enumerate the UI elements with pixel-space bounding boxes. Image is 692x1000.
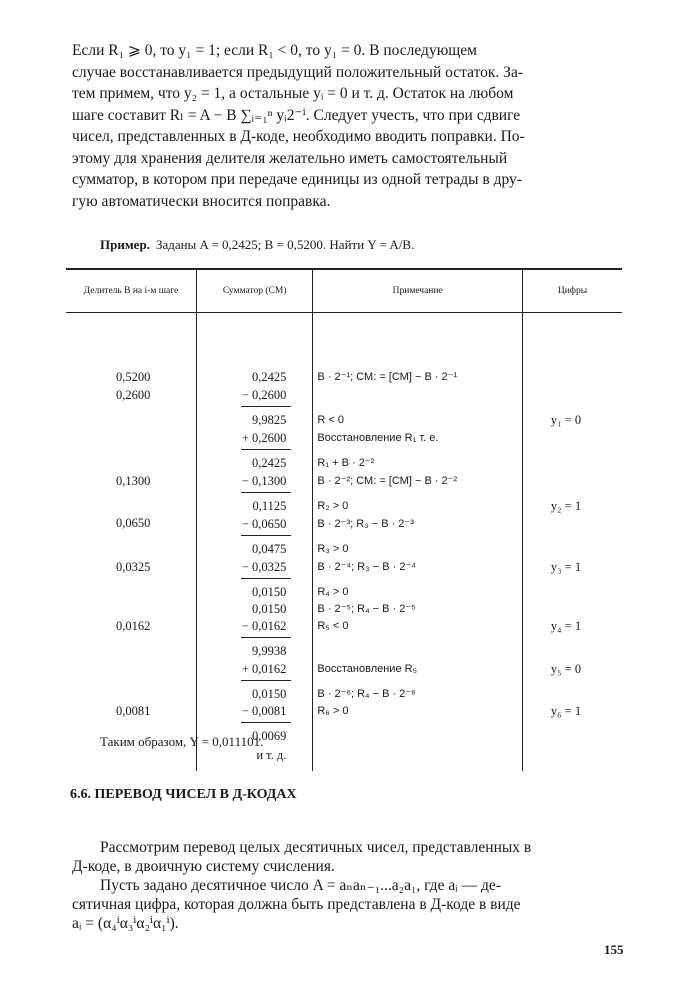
note: B · 2⁻⁵; R₄ − B · 2⁻⁵ — [317, 603, 416, 615]
sum-rule — [241, 535, 291, 536]
note: B · 2⁻⁶; R₄ − B · 2⁻⁶ — [317, 688, 416, 700]
sum-rule — [241, 680, 291, 681]
digit-value: y₂ = 1 — [550, 499, 582, 513]
summator-value: 0,0150 — [252, 585, 287, 599]
divisor-value: 0,5200 — [116, 370, 151, 384]
summator-value: + 0,2600 — [241, 431, 287, 445]
note: B · 2⁻¹; СМ: = [СМ] − B · 2⁻¹ — [317, 371, 458, 383]
text-line: aᵢ = (α₄ⁱα₃ⁱα₂ⁱα₁ⁱ). — [72, 915, 179, 932]
note: R₂ > 0 — [317, 500, 349, 512]
digit-value: y₁ = 0 — [550, 413, 582, 427]
table-body-row — [66, 313, 622, 772]
header-digits: Цифры — [522, 269, 622, 313]
header-divisor: Делитель B на i-м шаге — [66, 269, 196, 313]
divisor-column — [66, 313, 196, 772]
summator-value: − 0,0081 — [241, 704, 287, 718]
summator-value: и т. д. — [256, 748, 287, 762]
digits-column — [522, 313, 622, 772]
note: R₁ + B · 2⁻² — [317, 457, 375, 469]
note: R₄ > 0 — [317, 586, 349, 598]
note: B · 2⁻²; СМ: = [СМ] − B · 2⁻² — [317, 475, 458, 487]
summator-value: 0,2425 — [252, 370, 287, 384]
divisor-value: 0,0162 — [116, 619, 151, 633]
text-line: Если R₁ ⩾ 0, то y₁ = 1; если R₁ < 0, то y₁ = 0. В последующем — [72, 42, 477, 59]
page-number: 155 — [604, 942, 624, 957]
example-text: Заданы A = 0,2425; B = 0,5200. Найти Y = A/B. — [155, 237, 415, 252]
notes-column — [313, 313, 523, 772]
section-heading: 6.6. ПЕРЕВОД ЧИСЕЛ В Д-КОДАХ — [70, 787, 297, 802]
summator-value: 0,2425 — [252, 456, 287, 470]
divisor-value: 0,2600 — [116, 388, 151, 402]
text-line: Пусть задано десятичное число A = aₙaₙ₋₁...a₂a₁, где aᵢ — де- — [100, 877, 501, 894]
text-line: гую автоматически вносится поправка. — [72, 192, 331, 210]
summator-value: + 0,0162 — [241, 662, 287, 676]
summator-value: 9,9825 — [252, 413, 287, 427]
intro-paragraph — [72, 40, 624, 212]
summator-value: 0,1125 — [252, 499, 287, 513]
digit-value: y₆ = 1 — [550, 704, 582, 718]
text-line: сумматор, в котором при передаче единицы из одной тетрады в дру- — [72, 171, 522, 188]
conclusion-text: Таким образом, Y = 0,011101. — [100, 734, 264, 749]
text-line: сятичная цифра, которая должна быть представлена в Д-коде в виде — [72, 896, 521, 913]
text-line: Рассмотрим перевод целых десятичных чисел, представленных в — [100, 839, 532, 856]
division-table — [66, 268, 622, 771]
sum-rule — [241, 492, 291, 493]
divisor-value: 0,1300 — [116, 474, 151, 488]
example-title — [100, 237, 414, 253]
note: B · 2⁻³; R₃ − B · 2⁻³ — [317, 518, 414, 530]
divisor-value: 0,0325 — [116, 560, 151, 574]
sum-rule — [241, 578, 291, 579]
summator-value: 0,0475 — [252, 542, 287, 556]
section-paragraph — [72, 838, 626, 933]
sum-rule — [241, 449, 291, 450]
note: R < 0 — [317, 414, 345, 426]
summator-value: − 0,0325 — [241, 560, 287, 574]
text-line: тем примем, что y₂ = 1, а остальные yᵢ = 0 и т. д. Остаток на любом — [72, 85, 514, 102]
text-line: Д-коде, в двоичную систему счисления. — [72, 858, 335, 875]
divisor-value: 0,0650 — [116, 516, 151, 530]
note: Восстановление R₅ — [317, 663, 417, 675]
text-line: чисел, представленных в Д-коде, необходимо вводить поправки. По- — [72, 128, 525, 145]
digit-value: y₅ = 0 — [550, 662, 582, 676]
example-label: Пример. — [100, 237, 150, 252]
summator-value: 0,0069 — [252, 729, 287, 743]
summator-value: − 0,2600 — [241, 388, 287, 402]
note: R₃ > 0 — [317, 543, 349, 555]
digit-value: y₃ = 1 — [550, 560, 582, 574]
note: Восстановление R₁ т. е. — [317, 432, 439, 444]
text-line: шаге составит Rₗ = A − B ∑ᵢ₌₁ⁿ yᵢ2⁻ⁱ. Следует учесть, что при сдвиге — [72, 106, 521, 124]
summator-value: 0,0150 — [252, 687, 287, 701]
note: B · 2⁻⁴; R₃ − B · 2⁻⁴ — [317, 561, 417, 573]
sum-rule — [241, 722, 291, 723]
summator-value: 9,9938 — [252, 644, 287, 658]
sum-rule — [241, 406, 291, 407]
note: R₆ > 0 — [317, 705, 349, 717]
header-note: Примечание — [313, 269, 523, 313]
summator-value: − 0,1300 — [241, 474, 287, 488]
digit-value: y₄ = 1 — [550, 619, 582, 633]
summator-value: − 0,0162 — [241, 619, 287, 633]
summator-value: − 0,0650 — [241, 517, 287, 531]
summator-value: 0,0150 — [252, 602, 287, 616]
divisor-value: 0,0081 — [116, 704, 151, 718]
summator-column — [196, 313, 313, 772]
sum-rule — [241, 637, 291, 638]
header-summator: Сумматор (СМ) — [196, 269, 313, 313]
table-header-row — [66, 269, 622, 313]
text-line: этому для хранения делителя желательно иметь самостоятельный — [72, 149, 508, 167]
text-line: случае восстанавливается предыдущий положительный остаток. За- — [72, 63, 523, 81]
note: R₅ < 0 — [317, 620, 349, 632]
